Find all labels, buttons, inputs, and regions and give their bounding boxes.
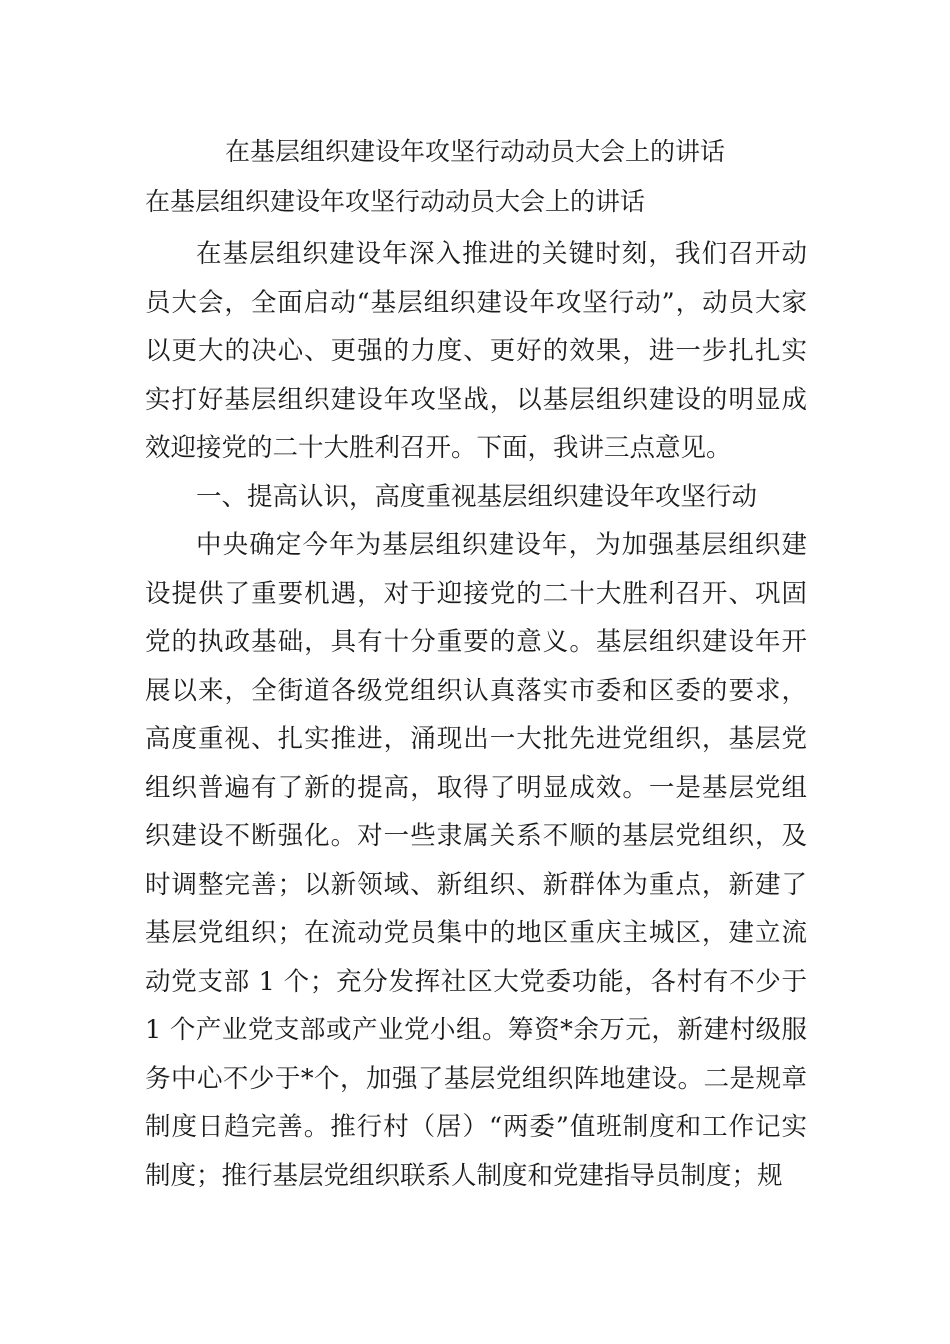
document-title: 在基层组织建设年攻坚行动动员大会上的讲话 — [224, 137, 725, 166]
document-subtitle: 在基层组织建设年攻坚行动动员大会上的讲话 — [145, 187, 646, 216]
section-heading: 一、提高认识，高度重视基层组织建设年攻坚行动 — [196, 481, 758, 512]
document-body — [145, 230, 807, 1200]
intro-paragraph: 在基层组织建设年深入推进的关键时刻，我们召开动员大会，全面启动“基层组织建设年攻坚行动”，动员大家以更大的决心、更强的力度、更好的效果，进一步扎扎实实打好基层组织建设年攻坚战，以基层组织建设的明显成效迎接党的二十大胜利召开。下面，我讲三点意见。 — [145, 239, 807, 463]
body-paragraph: 中央确定今年为基层组织建设年，为加强基层组织建设提供了重要机遇，对于迎接党的二十大胜利召开、巩固党的执政基础，具有十分重要的意义。基层组织建设年开展以来，全街道各级党组织认真落实市委和区委的要求，高度重视、扎实推进，涌现出一大批先进党组织，基层党组织普遍有了新的提高，取得了明显成效。一是基层党组织建设不断强化。对一些隶属关系不顺的基层党组织，及时调整完善；以新领域、新组织、新群体为重点，新建了基层党组织；在流动党员集中的地区重庆主城区，建立流动党支部 1 个；充分发挥社区大党委功能，各村有不少于 1 个产业党支部或产业党小组。筹资*余万元，新建村级服务中心不少于*个，加强了基层党组织阵地建设。二是规章制度日趋完善。推行村（居）“两委”值班制度和工作记实制度；推行基层党组织联系人制度和党建指导员制度；规 — [145, 530, 807, 1191]
